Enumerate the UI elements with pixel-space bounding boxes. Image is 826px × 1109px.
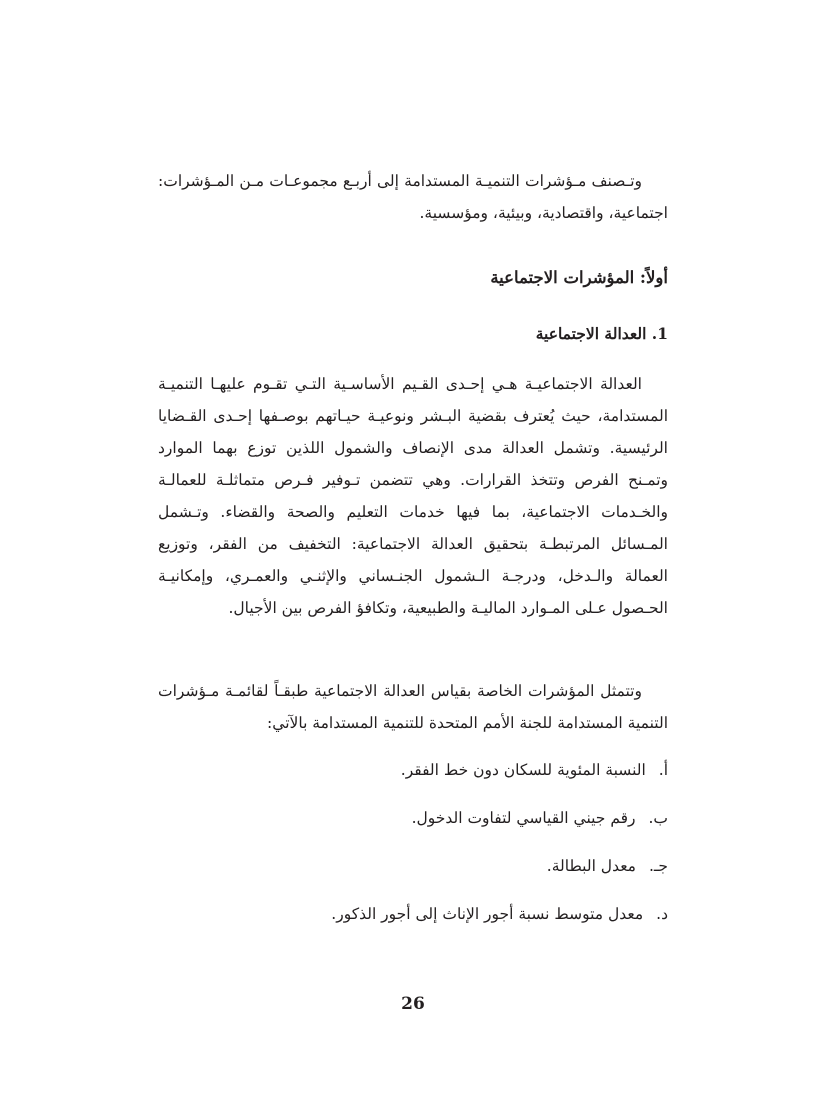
list-item-text: معدل البطالة. [546, 857, 636, 875]
list-item-marker: د. [656, 905, 668, 923]
list-item-marker: ب. [648, 809, 668, 827]
intro-paragraph: وتـصنف مـؤشرات التنميـة المستدامة إلى أربـع مجموعـات مـن المـؤشرات: اجتماعية، واقتصادية، وبيئية، ومؤسسية. [158, 172, 668, 222]
subsection-heading: 1. العدالة الاجتماعية [535, 324, 668, 343]
list-item [331, 905, 668, 923]
page-number: 26 [401, 994, 425, 1014]
social-justice-paragraph: العدالة الاجتماعيـة هـي إحـدى القـيم الأساسـية التـي تقـوم عليهـا التنميـة المستدامة، حيث يُعترف بقضية البـشر ونوعيـة حيـاتهم بوصـفها إحـدى القـضايا الرئيسية. وتشمل العدالة مدى الإنصاف والشمول اللذين توزع بهما الموارد وتمـنح الفرص وتتخذ القرارات. وهي تتضمن تـوفير فـرص متماثلـة للعمالـة والخـدمات الاجتماعية، بما فيها خدمات التعليم والصحة والقضاء. وتـشمل المـسائل المرتبطـة بتحقيق العدالة الاجتماعية: التخفيف من الفقر، وتوزيع العمالة والـدخل، ودرجـة الـشمول الجنـساني والإثنـي والعمـري، وإمكانيـة الحـصول عـلى المـوارد الماليـة والطبيعية، وتكافؤ الفرص بين الأجيال. [158, 375, 668, 617]
list-item-text: معدل متوسط نسبة أجور الإناث إلى أجور الذكور. [331, 905, 644, 923]
list-item [401, 761, 668, 779]
list-item-marker: جـ. [648, 857, 668, 875]
list-item-text: النسبة المئوية للسكان دون خط الفقر. [400, 761, 646, 779]
list-item [412, 809, 668, 827]
list-item-text: رقم جيني القياسي لتفاوت الدخول. [411, 809, 636, 827]
section-heading: أولاً: المؤشرات الاجتماعية [490, 268, 668, 287]
list-item-marker: أ. [658, 761, 668, 779]
list-item [547, 857, 668, 875]
indicators-paragraph: وتتمثل المؤشرات الخاصة بقياس العدالة الاجتماعية طبقـاً لقائمـة مـؤشرات التنمية المستدامة للجنة الأمم المتحدة للتنمية المستدامة بالآتي: [158, 682, 668, 732]
